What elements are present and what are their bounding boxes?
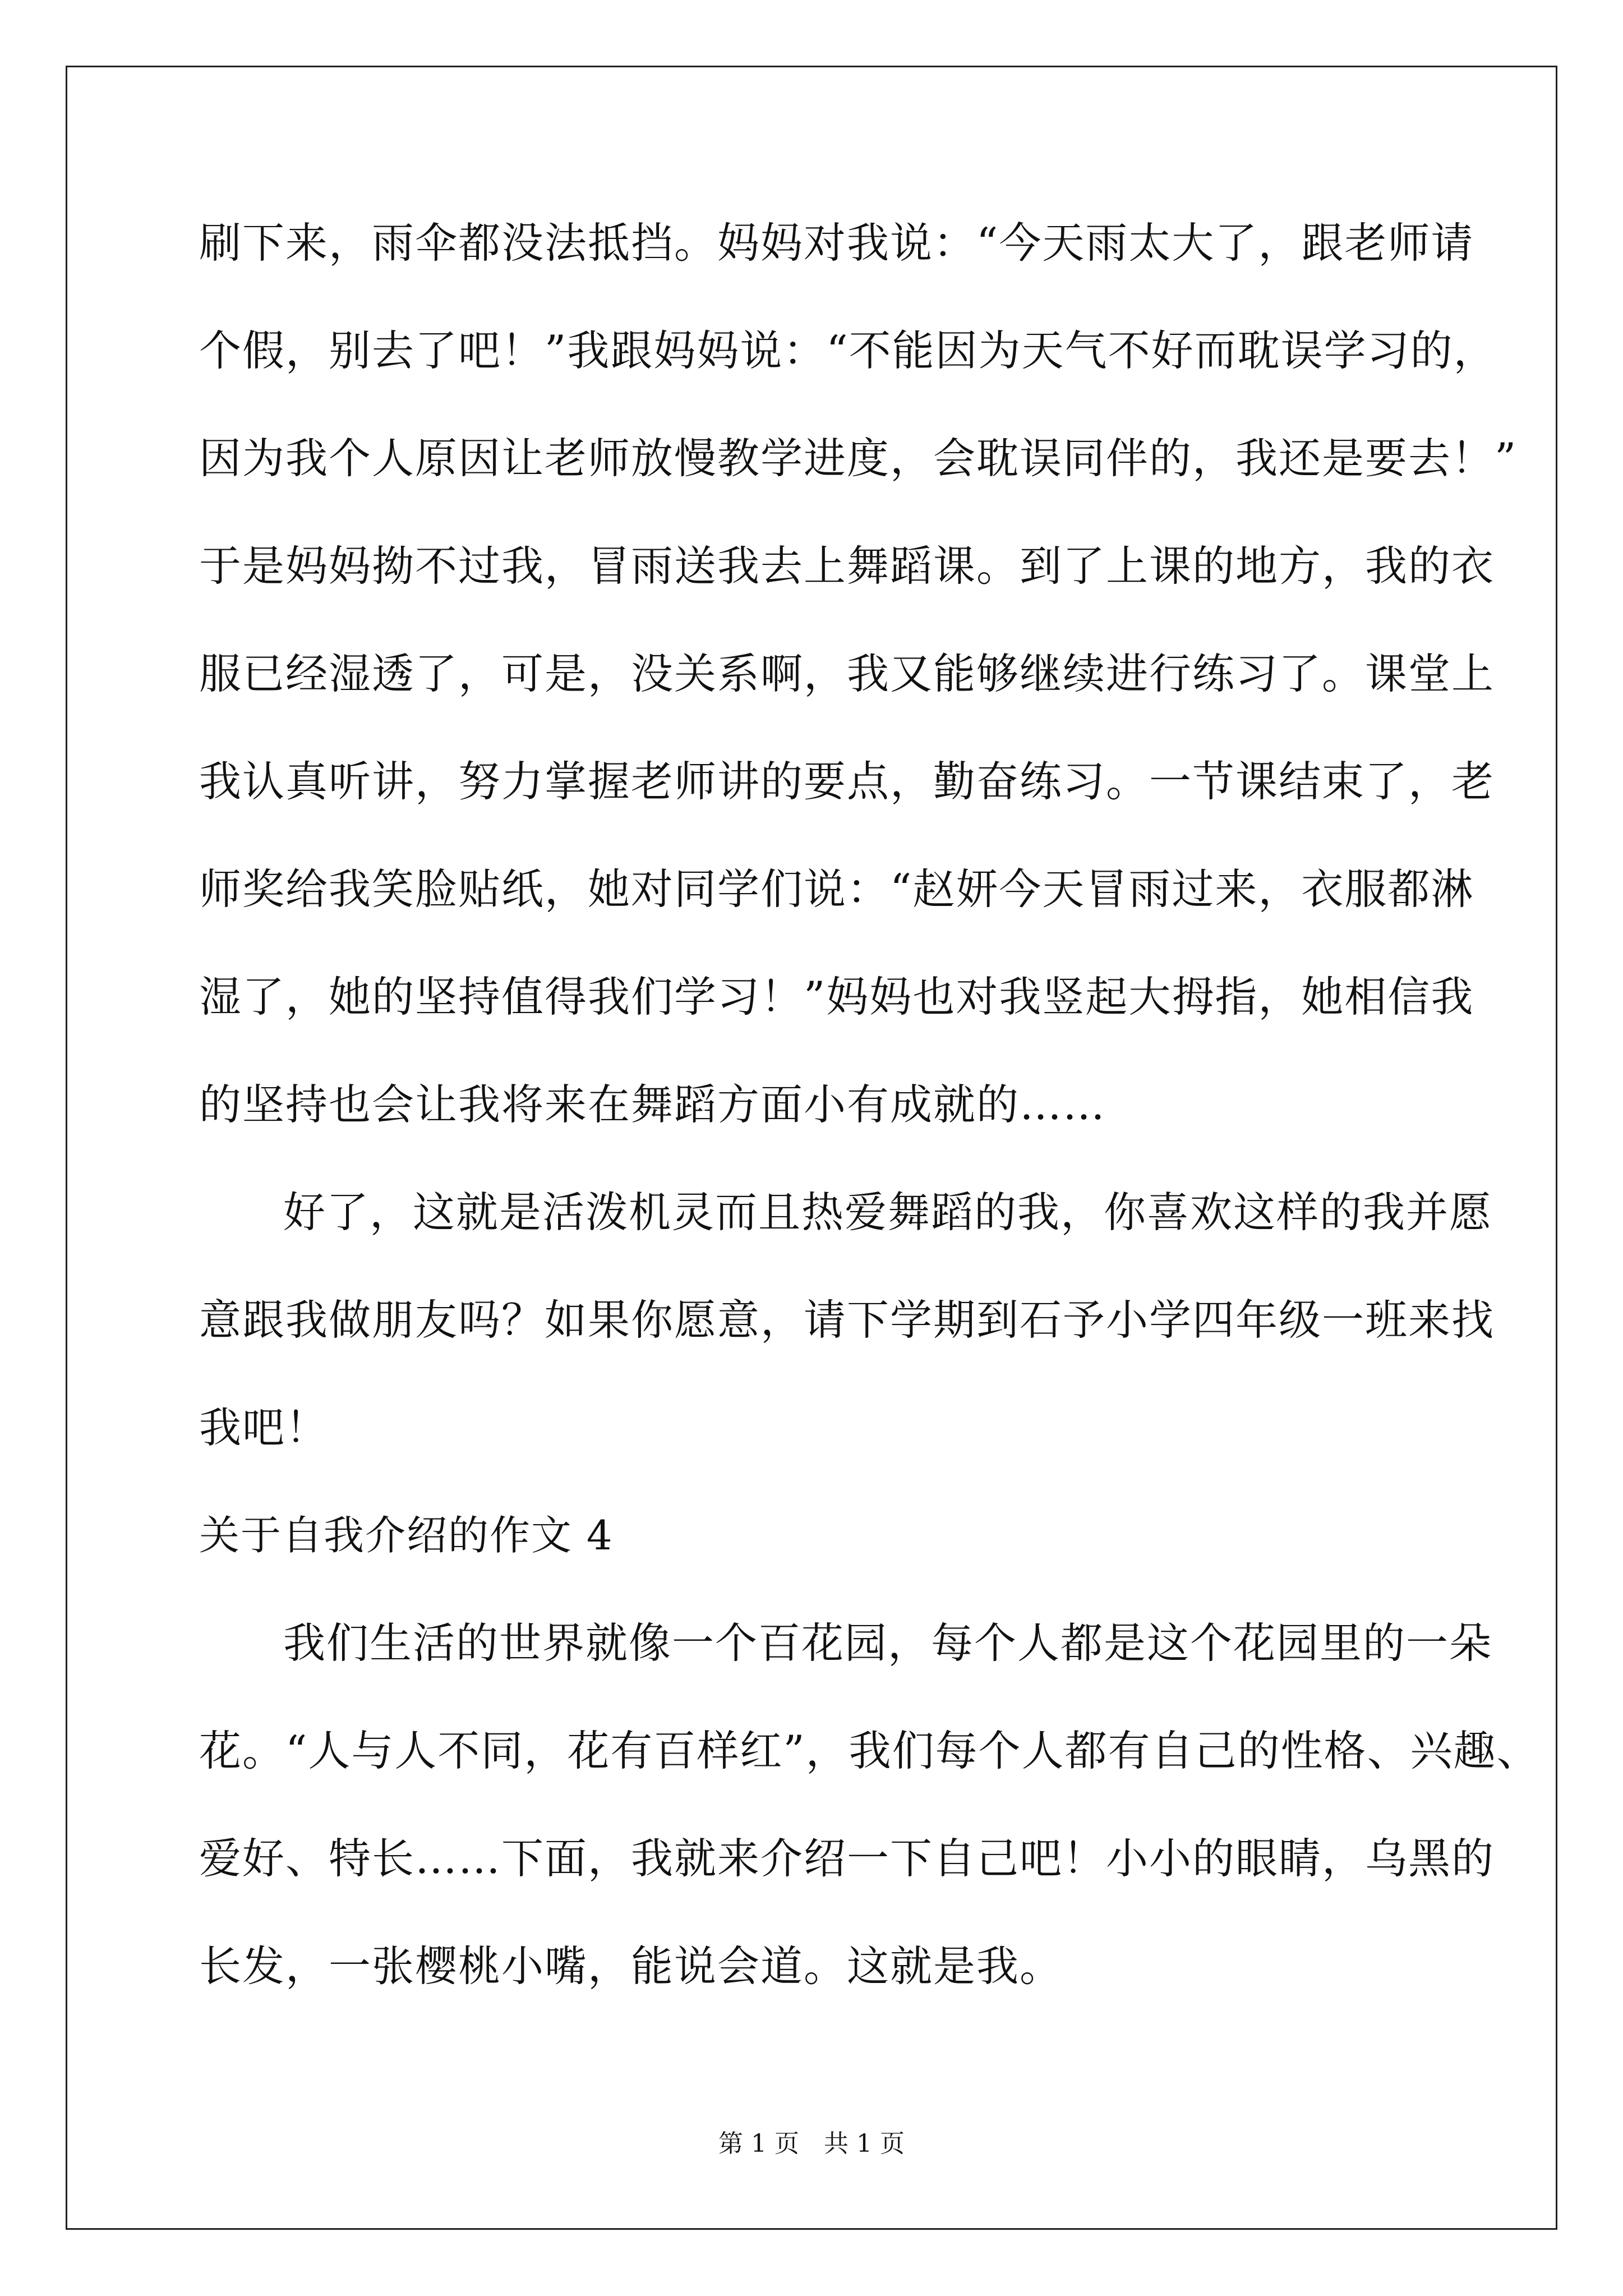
paragraph-1-line-6: 我认真听讲，努力掌握老师讲的要点，勤奋练习。一节课结束了，老 — [199, 757, 1495, 806]
paragraph-3-line-2: 花。“人与人不同，花有百样红”，我们每个人都有自己的性格、兴趣、 — [199, 1726, 1540, 1775]
paragraph-1-line-9: 的坚持也会让我将来在舞蹈方面小有成就的…… — [199, 1080, 1106, 1129]
paragraph-1-line-2: 个假，别去了吧！”我跟妈妈说：“不能因为天气不好而耽误学习的， — [199, 326, 1497, 375]
page-footer: 第 1 页 共 1 页 — [718, 2129, 905, 2158]
paragraph-2-line-3: 我吧！ — [199, 1403, 329, 1452]
paragraph-1-line-1: 刷下来，雨伞都没法抵挡。妈妈对我说：“今天雨太大了，跟老师请 — [199, 218, 1474, 268]
page-border — [66, 66, 1557, 2230]
paragraph-3-line-4: 长发，一张樱桃小嘴，能说会道。这就是我。 — [199, 1941, 1063, 1991]
paragraph-1-line-7: 师奖给我笑脸贴纸，她对同学们说：“赵妍今天冒雨过来，衣服都淋 — [199, 864, 1474, 914]
paragraph-1-line-8: 湿了，她的坚持值得我们学习！”妈妈也对我竖起大拇指，她相信我 — [199, 972, 1474, 1022]
paragraph-1-line-5: 服已经湿透了，可是，没关系啊，我又能够继续进行练习了。课堂上 — [199, 649, 1495, 698]
paragraph-2-line-1: 好了，这就是活泼机灵而且热爱舞蹈的我，你喜欢这样的我并愿 — [283, 1188, 1493, 1237]
paragraph-1-line-3: 因为我个人原因让老师放慢教学进度，会耽误同伴的，我还是要去！” — [199, 434, 1518, 483]
paragraph-3-line-3: 爱好、特长……下面，我就来介绍一下自己吧！小小的眼睛，乌黑的 — [199, 1834, 1495, 1883]
paragraph-2-line-2: 意跟我做朋友吗？如果你愿意，请下学期到石予小学四年级一班来找 — [199, 1295, 1495, 1345]
paragraph-1-line-4: 于是妈妈拗不过我，冒雨送我去上舞蹈课。到了上课的地方，我的衣 — [199, 541, 1495, 591]
section-title: 关于自我介绍的作文 4 — [199, 1512, 614, 1559]
paragraph-3-line-1: 我们生活的世界就像一个百花园，每个人都是这个花园里的一朵 — [283, 1618, 1493, 1668]
